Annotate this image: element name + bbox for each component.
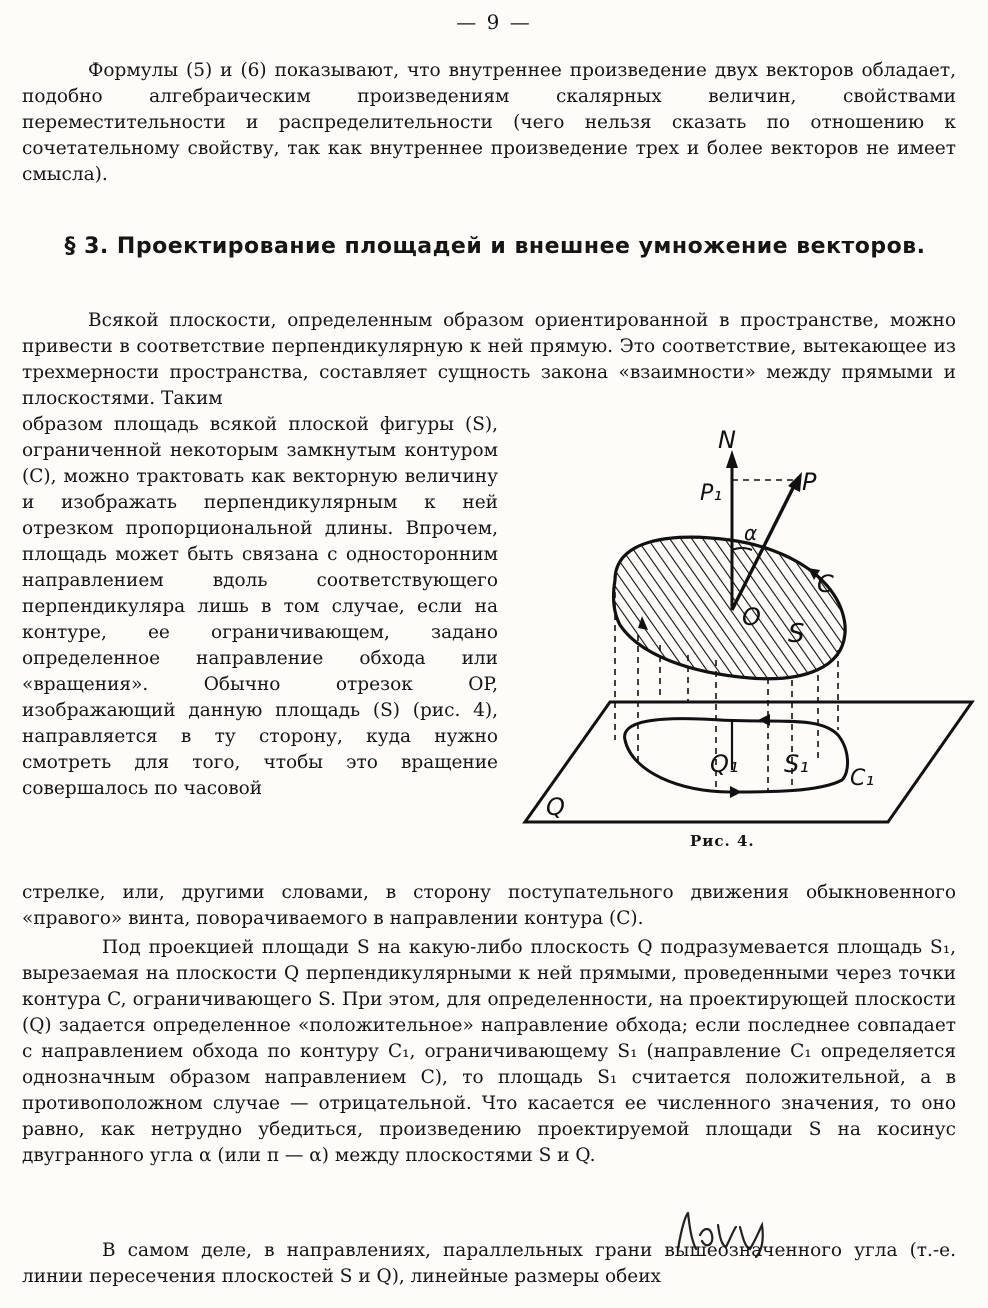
figure-4-diagram <box>520 420 975 840</box>
paragraph-formulas: Формулы (5) и (6) показывают, что внутреннее произведение двух векторов обладает, подобно алгебраическим произведениям скалярных величин, свойствами переместительности и распределительности (чего нельзя сказать по отношению к сочетательному свойству, так как внутреннее произведение трех и более векторов не имеет смысла). <box>22 60 956 185</box>
label-s: S <box>788 619 805 649</box>
figure-caption: Рис. 4. <box>690 832 755 850</box>
paragraph-proof: В самом деле, в направлениях, параллельных грани вышеозначенного угла (т.-е. линии пересечения плоскостей S и Q), линейные размеры обеих <box>22 1240 956 1287</box>
section-title: § 3. Проектирование площадей и внешнее умножение векторов. <box>64 234 926 259</box>
label-s1: S₁ <box>784 750 809 778</box>
label-o: O <box>742 603 761 631</box>
paragraph-plane-orientation: Всякой плоскости, определенным образом ориентированной в пространстве, можно привести в соответствие перпендикулярную к ней прямую. Это соответствие, вытекающее из трехмерности пространства, составляет сущность закона «взаимности» между прямыми и плоскостями. Таким <box>22 310 956 409</box>
label-c: C <box>817 570 834 598</box>
label-alpha: α <box>744 521 758 545</box>
paragraph-clockwise: стрелке, или, другими словами, в сторону поступательного движения обыкновенного «правого» винта, поворачиваемого в направлении контура (C). <box>22 882 956 929</box>
p-arrowhead <box>788 472 802 492</box>
label-n: N <box>718 426 736 454</box>
label-q1: Q₁ <box>710 750 739 778</box>
label-c1: C₁ <box>850 766 875 791</box>
label-q: Q <box>546 793 565 821</box>
paragraph-area-vector: образом площадь всякой плоской фигуры (S), ограниченной некоторым замкнутым контуром (C), можно трактовать как векторную величину и изображать перпендикулярным к ней отрезком пропорциональной длины. Впрочем, площадь может быть связана с односторонним направлением вдоль соответствующего перпендикуляра лишь в том случае, если на контуре, ее ограничивающем, задано определенное направление обхода или «вращения». Обычно отрезок OP, изображающий данную площадь (S) (рис. 4), направляется в ту сторону, куда нужно смотреть для того, чтобы это вращение совершалось по часовой <box>22 414 498 799</box>
label-p: P <box>802 468 817 496</box>
paragraph-projection: Под проекцией площади S на какую-либо плоскость Q подразумевается площадь S₁, вырезаемая на плоскости Q перпендикулярными к ней прямыми, проведенными через точки контура C, ограничивающего S. При этом, для определенности, на проектирующей плоскости (Q) задается определенное «положительное» направление обхода; если последнее совпадает с направлением обхода по контуру C₁, ограничивающему S₁ (направление C₁ определяется однозначным образом направлением C), то площадь S₁ считается положительной, а в противоположном случае — отрицательной. Что касается ее численного значения, то оно равно, как нетрудно убедиться, произведению проектируемой площади S на косинус двугранного угла α (или π — α) между плоскостями S и Q. <box>22 937 956 1166</box>
area-s <box>614 537 846 679</box>
page-number: — 9 — <box>456 10 532 34</box>
label-p1: P₁ <box>700 481 723 506</box>
